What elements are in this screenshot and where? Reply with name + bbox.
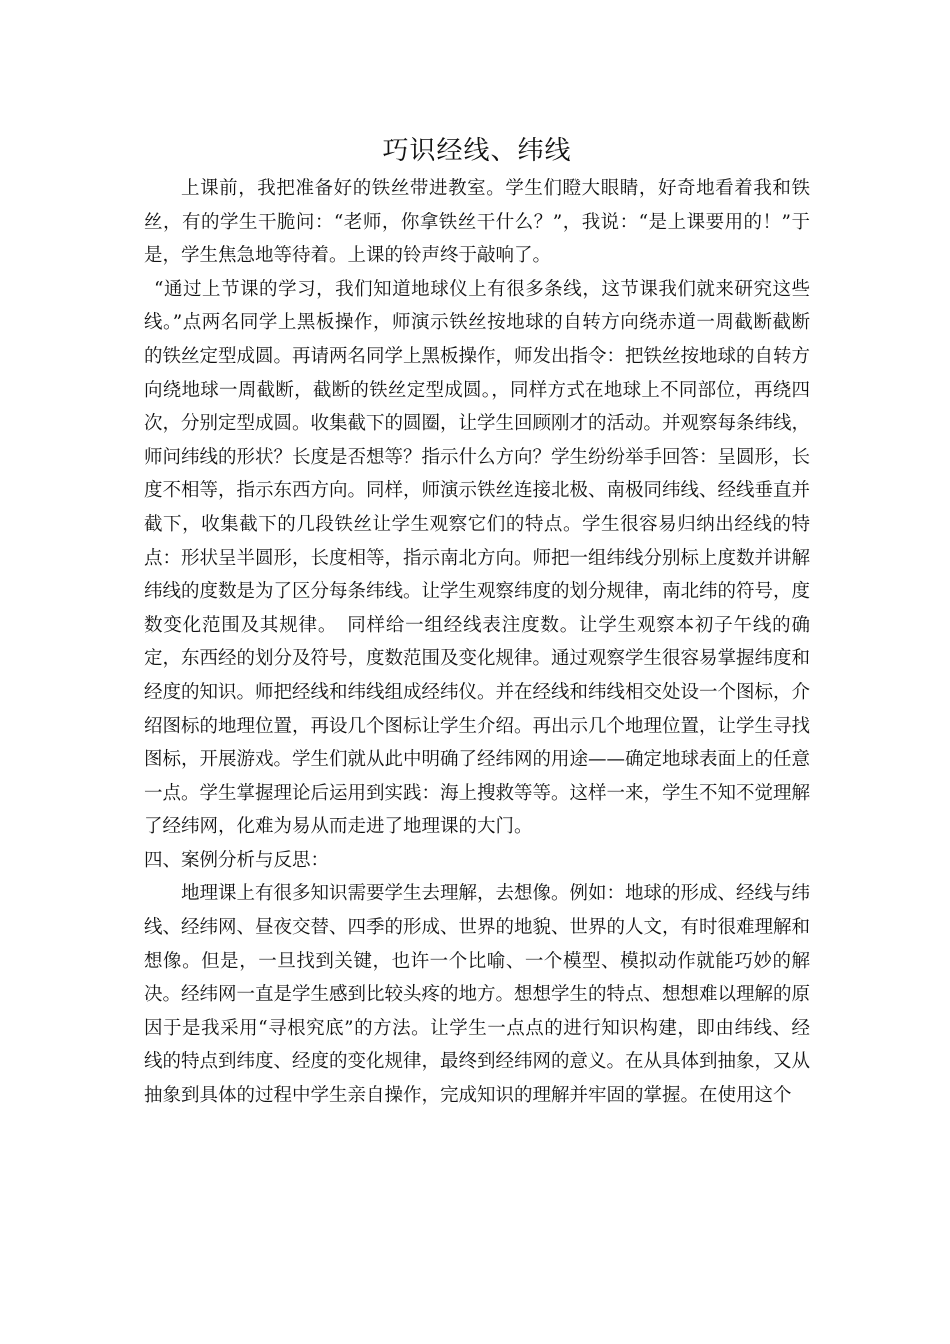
document-title: 巧识经线、纬线	[382, 136, 572, 166]
paragraph-lesson: “通过上节课的学习，我们知道地球仪上有很多条线，这节课我们就来研究这些线。”点两名同学上黑板操作，师演示铁丝按地球的自转方向绕赤道一周截断截断的铁丝定型成圆。再请两名同学上黑板操作，师发出指令：把铁丝按地球的自转方向绕地球一周截断，截断的铁丝定型成圆。，同样方式在地球上不同部位，再绕四次，分别定型成圆。收集截下的圆圈，让学生回顾刚才的活动。并观察每条纬线，师问纬线的形状？长度是否想等？指示什么方向？学生纷纷举手回答：呈圆形，长度不相等，指示东西方向。同样，师演示铁丝连接北极、南极同纬线、经线垂直并截下，收集截下的几段铁丝让学生观察它们的特点。学生很容易归纳出经线的特点：形状呈半圆形，长度相等，指示南北方向。师把一组纬线分别标上度数并讲解纬线的度数是为了区分每条纬线。让学生观察纬度的划分规律，南北纬的符号，度数变化范围及其规律。 同样给一组经线表注度数。让学生观察本初子午线的确定，东西经的划分及符号，度数范围及变化规律。通过观察学生很容易掌握纬度和经度的知识。师把经线和纬线组成经纬仪。并在经线和纬线相交处设一个图标，介绍图标的地理位置，再设几个图标让学生介绍。再出示几个地理位置，让学生寻找图标，开展游戏。学生们就从此中明确了经纬网的用途——确定地球表面上的任意一点。学生掌握理论后运用到实践：海上搜救等等。这样一来，学生不知不觉理解了经纬网，化难为易从而走进了地理课的大门。	[144, 278, 811, 838]
paragraph-intro: 上课前，我把准备好的铁丝带进教室。学生们瞪大眼睛，好奇地看着我和铁丝，有的学生干脆问：“老师，你拿铁丝干什么？”，我说：“是上课要用的！”于是，学生焦急地等待着。上课的铃声终于敲响了。	[144, 178, 810, 267]
section-heading-analysis: 四、案例分析与反思：	[144, 849, 330, 871]
paragraph-analysis: 地理课上有很多知识需要学生去理解，去想像。例如：地球的形成、经线与纬线、经纬网、昼夜交替、四季的形成、世界的地貌、世界的人文，有时很难理解和想像。但是，一旦找到关键，也许一个比喻、一个模型、模拟动作就能巧妙的解决。经纬网一直是学生感到比较头疼的地方。想想学生的特点、想想难以理解的原因于是我采用“寻根究底”的方法。让学生一点点的进行知识构建，即由纬线、经线的特点到纬度、经度的变化规律，最终到经纬网的意义。在从具体到抽象，又从抽象到具体的过程中学生亲自操作，完成知识的理解并牢固的掌握。在使用这个	[144, 883, 811, 1107]
document-body	[144, 130, 810, 1113]
